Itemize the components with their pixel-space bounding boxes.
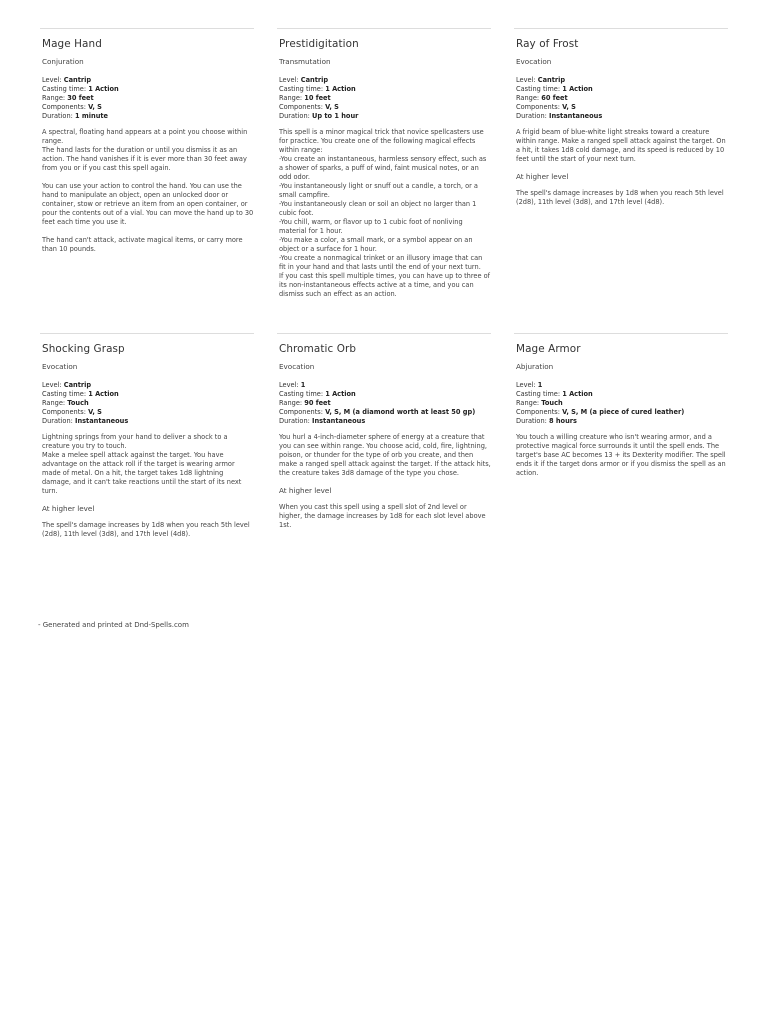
stat-value: Touch xyxy=(541,399,563,407)
stat-value: Touch xyxy=(67,399,89,407)
stat-label: Duration: xyxy=(279,417,310,425)
higher-level-heading: At higher level xyxy=(279,486,332,495)
spell-stats xyxy=(516,381,728,426)
stat-value: Instantaneous xyxy=(74,417,129,425)
stat-label: Casting time: xyxy=(279,85,324,93)
stat-duration xyxy=(279,112,491,121)
stat-value: Instantaneous xyxy=(548,112,603,120)
stat-value: Cantrip xyxy=(300,76,329,84)
spell-stats xyxy=(42,76,254,121)
stat-label: Duration: xyxy=(279,112,310,120)
stat-value: 30 feet xyxy=(67,94,94,102)
spell-title: Mage Armor xyxy=(516,343,581,355)
stat-range xyxy=(279,399,491,408)
stat-range xyxy=(42,399,254,408)
stat-label: Range: xyxy=(42,399,66,407)
stat-value: Up to 1 hour xyxy=(311,112,359,120)
spell-description: A frigid beam of blue-white light streaks toward a creature within range. Make a ranged spell attack against the target. On a hit, it takes 1d8 cold damage, and its speed is reduced by 10 feet until the start of your next turn. xyxy=(516,128,726,163)
stat-level xyxy=(516,76,728,85)
stat-value: 1 xyxy=(300,381,306,389)
spell-school: Evocation xyxy=(279,362,315,371)
spell-school: Transmutation xyxy=(279,57,331,66)
spell-title: Shocking Grasp xyxy=(42,343,125,355)
stat-label: Components: xyxy=(516,408,560,416)
stat-value: 60 feet xyxy=(541,94,568,102)
stat-label: Duration: xyxy=(42,417,73,425)
stat-range xyxy=(516,399,728,408)
stat-casting-time xyxy=(279,390,491,399)
higher-level-text: When you cast this spell using a spell slot of 2nd level or higher, the damage increases by 1d8 for each slot level above 1st. xyxy=(279,503,486,529)
stat-range xyxy=(516,94,728,103)
stat-value: Cantrip xyxy=(63,76,92,84)
spell-stats xyxy=(279,381,491,426)
stat-casting-time xyxy=(42,85,254,94)
stat-range xyxy=(42,94,254,103)
stat-components xyxy=(516,103,728,112)
spell-school: Abjuration xyxy=(516,362,554,371)
stat-label: Level: xyxy=(516,381,536,389)
spell-card xyxy=(277,28,491,333)
stat-duration xyxy=(516,417,728,426)
stat-label: Range: xyxy=(516,399,540,407)
spell-description: This spell is a minor magical trick that novice spellcasters use for practice. You create one of the following magical effects within range: -You create an instantaneous, harmless sensory effect, such as a shower of sparks, a puff of wind, faint musical notes, or an odd odor. -You instantaneously light or snuff out a candle, a torch, or a small campfire. -You instantaneously clean or soil an object no larger than 1 cubic foot. -You chill, warm, or flavor up to 1 cubic foot of nonliving material for 1 hour. -You make a color, a small mark, or a symbol appear on an object or a surface for 1 hour. -You create a nonmagical trinket or an illusory image that can fit in your hand and that lasts until the end of your next turn. If you cast this spell multiple times, you can have up to three of its non-instantaneous effects active at a time, and you can dismiss such an effect as an action. xyxy=(279,128,490,298)
stat-level xyxy=(279,381,491,390)
stat-value: 1 xyxy=(537,381,543,389)
stat-label: Components: xyxy=(516,103,560,111)
stat-label: Components: xyxy=(279,103,323,111)
spell-school: Conjuration xyxy=(42,57,84,66)
stat-casting-time xyxy=(42,390,254,399)
stat-value: Cantrip xyxy=(63,381,92,389)
spell-title: Chromatic Orb xyxy=(279,343,357,355)
spell-description: A spectral, floating hand appears at a point you choose within range. The hand lasts for the duration or until you dismiss it as an action. The hand vanishes if it is ever more than 30 feet away from you or if you cast this spell again. You can use your action to control the hand. You can use the hand to manipulate an object, open an unlocked door or container, stow or retrieve an item from an open container, or pour the contents out of a vial. You can move the hand up to 30 feet each time you use it. The hand can't attack, activate magical items, or carry more than 10 pounds. xyxy=(42,128,254,253)
spell-card-grid xyxy=(40,28,728,593)
stat-label: Casting time: xyxy=(42,390,87,398)
stat-label: Casting time: xyxy=(516,85,561,93)
stat-label: Components: xyxy=(42,408,86,416)
stat-duration xyxy=(279,417,491,426)
footer-credit: - Generated and printed at Dnd-Spells.com xyxy=(38,621,189,629)
stat-value: V, S xyxy=(325,103,339,111)
stat-value: 1 Action xyxy=(562,85,593,93)
stat-duration xyxy=(42,417,254,426)
spell-title: Ray of Frost xyxy=(516,38,579,50)
spell-title: Prestidigitation xyxy=(279,38,359,50)
spell-card xyxy=(514,333,728,593)
stat-label: Components: xyxy=(279,408,323,416)
stat-value: 10 feet xyxy=(304,94,331,102)
spell-description: You touch a willing creature who isn't wearing armor, and a protective magical force surrounds it until the spell ends. The target's base AC becomes 13 + its Dexterity modifier. The spell ends it if the target dons armor or if you dismiss the spell as an action. xyxy=(516,433,726,477)
stat-value: 1 Action xyxy=(325,85,356,93)
stat-duration xyxy=(516,112,728,121)
stat-label: Range: xyxy=(42,94,66,102)
stat-label: Casting time: xyxy=(279,390,324,398)
stat-label: Duration: xyxy=(516,112,547,120)
stat-value: V, S xyxy=(88,103,102,111)
stat-components xyxy=(279,103,491,112)
stat-label: Duration: xyxy=(516,417,547,425)
spell-description: Lightning springs from your hand to deliver a shock to a creature you try to touch. Make a melee spell attack against the target. You have advantage on the attack roll if the target is wearing armor made of metal. On a hit, the target takes 1d8 lightning damage, and it can't take reactions until the start of its next turn. xyxy=(42,433,242,495)
stat-label: Level: xyxy=(42,381,62,389)
stat-casting-time xyxy=(279,85,491,94)
stat-value: 1 Action xyxy=(562,390,593,398)
stat-casting-time xyxy=(516,390,728,399)
higher-level-heading: At higher level xyxy=(516,172,569,181)
stat-label: Level: xyxy=(279,76,299,84)
stat-value: V, S, M (a diamond worth at least 50 gp) xyxy=(325,408,476,416)
stat-value: 1 minute xyxy=(74,112,109,120)
stat-value: V, S, M (a piece of cured leather) xyxy=(562,408,685,416)
stat-value: 1 Action xyxy=(325,390,356,398)
spell-title: Mage Hand xyxy=(42,38,102,50)
stat-value: V, S xyxy=(562,103,576,111)
stat-label: Range: xyxy=(516,94,540,102)
spell-school: Evocation xyxy=(42,362,78,371)
stat-components xyxy=(42,103,254,112)
stat-value: V, S xyxy=(88,408,102,416)
higher-level-heading: At higher level xyxy=(42,504,95,513)
stat-range xyxy=(279,94,491,103)
stat-label: Casting time: xyxy=(42,85,87,93)
higher-level-text: The spell's damage increases by 1d8 when you reach 5th level (2d8), 11th level (3d8), and 17th level (4d8). xyxy=(516,189,724,206)
spell-stats xyxy=(516,76,728,121)
stat-components xyxy=(516,408,728,417)
stat-label: Components: xyxy=(42,103,86,111)
stat-components xyxy=(279,408,491,417)
stat-level xyxy=(42,381,254,390)
spell-stats xyxy=(42,381,254,426)
stat-value: 8 hours xyxy=(548,417,577,425)
spell-card xyxy=(514,28,728,333)
stat-label: Level: xyxy=(42,76,62,84)
stat-value: 1 Action xyxy=(88,85,119,93)
stat-level xyxy=(279,76,491,85)
spell-school: Evocation xyxy=(516,57,552,66)
stat-value: 90 feet xyxy=(304,399,331,407)
stat-level xyxy=(516,381,728,390)
higher-level-text: The spell's damage increases by 1d8 when you reach 5th level (2d8), 11th level (3d8), and 17th level (4d8). xyxy=(42,521,250,538)
spell-description: You hurl a 4-inch-diameter sphere of energy at a creature that you can see within range. You choose acid, cold, fire, lightning, poison, or thunder for the type of orb you create, and then make a ranged spell attack against the target. If the attack hits, the creature takes 3d8 damage of the type you chose. xyxy=(279,433,491,477)
stat-label: Level: xyxy=(516,76,536,84)
spell-card xyxy=(40,333,254,593)
stat-label: Level: xyxy=(279,381,299,389)
stat-value: 1 Action xyxy=(88,390,119,398)
stat-value: Cantrip xyxy=(537,76,566,84)
stat-label: Casting time: xyxy=(516,390,561,398)
stat-components xyxy=(42,408,254,417)
spell-stats xyxy=(279,76,491,121)
stat-label: Duration: xyxy=(42,112,73,120)
stat-label: Range: xyxy=(279,94,303,102)
stat-duration xyxy=(42,112,254,121)
spell-card xyxy=(277,333,491,593)
stat-level xyxy=(42,76,254,85)
spell-card xyxy=(40,28,254,333)
stat-value: Instantaneous xyxy=(311,417,366,425)
stat-label: Range: xyxy=(279,399,303,407)
stat-casting-time xyxy=(516,85,728,94)
